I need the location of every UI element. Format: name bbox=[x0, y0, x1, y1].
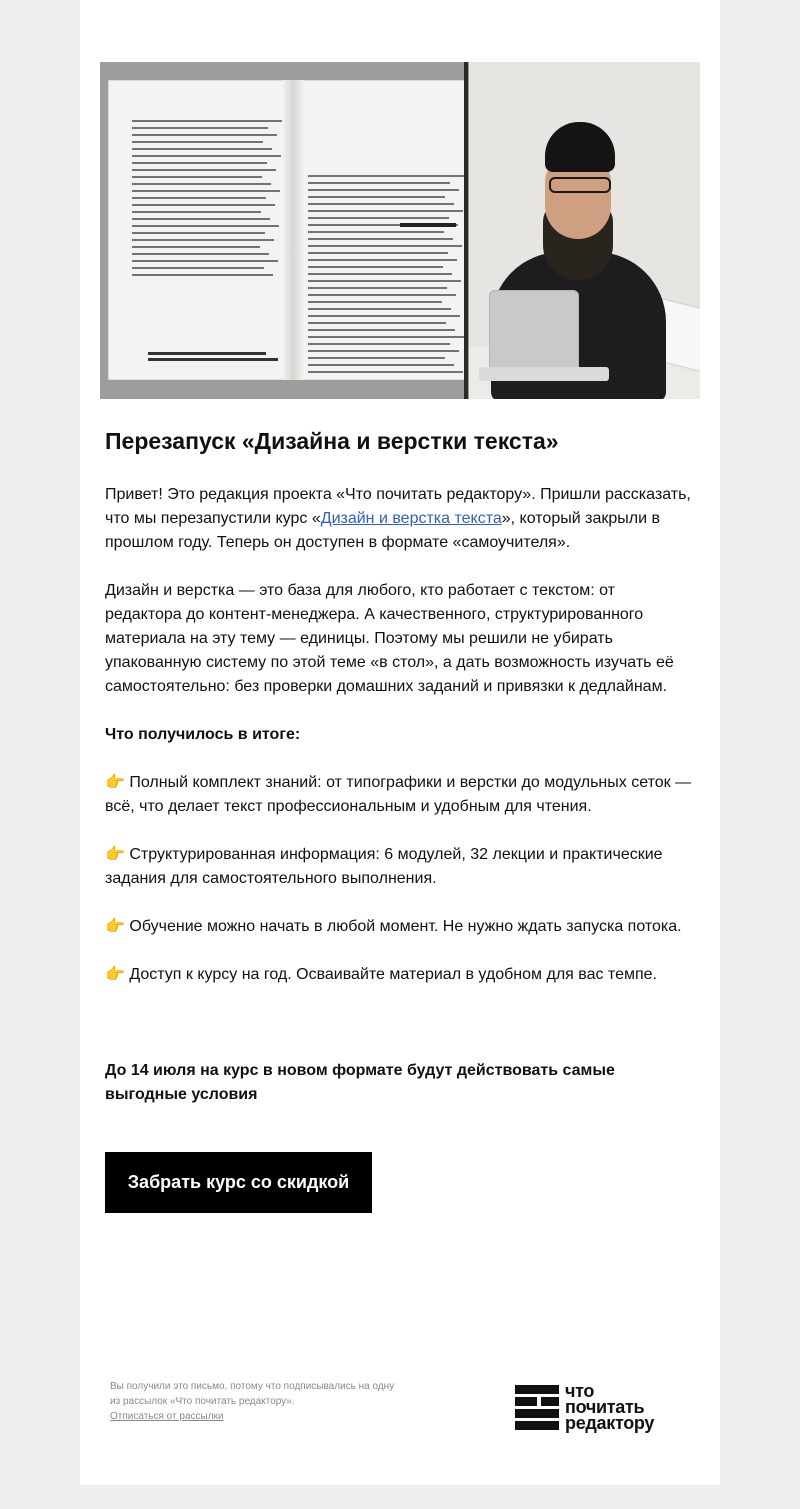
description-paragraph: Дизайн и верстка — это база для любого, кто работает с текстом: от редактора до контент-менеджера. А качественного, структурированного материала на эту тему — единицы. Поэтому мы решили не убирать упакованную систему по этой теме «в стол», а дать возможность изучать её самостоятельно: без проверки домашних заданий и привязки к дедлайнам. bbox=[105, 582, 674, 695]
book-left-page bbox=[132, 120, 282, 281]
laptop bbox=[489, 290, 579, 374]
presenter-photo bbox=[469, 62, 700, 399]
email-card bbox=[80, 0, 720, 1485]
book-photo bbox=[100, 62, 468, 399]
open-book bbox=[108, 80, 468, 380]
course-link[interactable]: Дизайн и верстка текста bbox=[320, 510, 502, 527]
intro-paragraph: Привет! Это редакция проекта «Что почитать редактору». Пришли рассказать, что мы перезапустили курс «Дизайн и верстка текста», который закрыли в прошлом году. Теперь он доступен в формате «самоучителя». bbox=[105, 486, 691, 551]
bullet-item: 👉 Полный комплект знаний: от типографики и верстки до модульных сеток — всё, что делает текст профессиональным и удобным для чтения. bbox=[105, 774, 692, 815]
bullet-item: 👉 Доступ к курсу на год. Осваивайте материал в удобном для вас темпе. bbox=[105, 966, 657, 983]
email-body bbox=[105, 483, 695, 1011]
bullet-item: 👉 Структурированная информация: 6 модулей, 32 лекции и практические задания для самостоятельного выполнения. bbox=[105, 846, 663, 887]
footer-note: Вы получили это письмо, потому что подписывались на одну из рассылок «Что почитать редактору». Отписаться от рассылки bbox=[110, 1381, 395, 1422]
book-bold-caption bbox=[148, 352, 268, 364]
logo-mark-icon bbox=[515, 1385, 559, 1431]
brand-logo[interactable] bbox=[515, 1383, 695, 1435]
deadline-text: До 14 июля на курс в новом формате будут действовать самые выгодные условия bbox=[105, 1062, 615, 1103]
hero-image bbox=[100, 62, 700, 399]
result-heading: Что получилось в итоге: bbox=[105, 726, 301, 743]
headline: Перезапуск «Дизайна и верстки текста» bbox=[105, 428, 559, 454]
book-right-page bbox=[308, 175, 464, 378]
unsubscribe-link[interactable]: Отписаться от рассылки bbox=[110, 1411, 224, 1422]
get-discount-button[interactable]: Забрать курс со скидкой bbox=[105, 1152, 372, 1213]
logo-wordmark: что почитать редактору bbox=[565, 1381, 655, 1433]
bullet-item: 👉 Обучение можно начать в любой момент. Не нужно ждать запуска потока. bbox=[105, 918, 682, 935]
